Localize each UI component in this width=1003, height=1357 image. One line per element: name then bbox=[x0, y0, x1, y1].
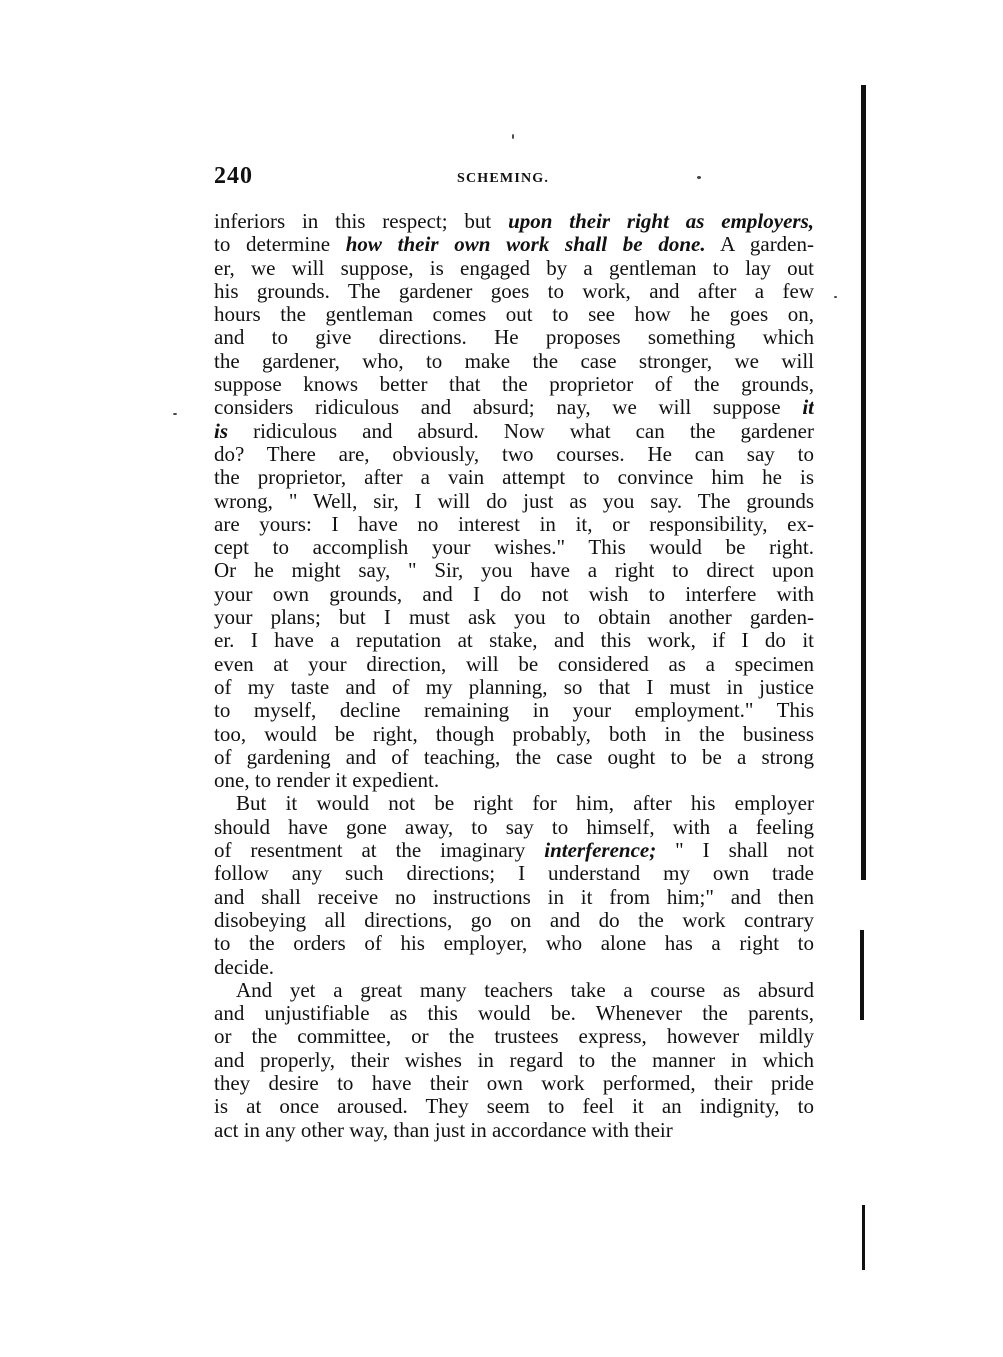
line-text: er, we will suppose, is engaged by a gentleman to lay out bbox=[214, 256, 814, 280]
text-line bbox=[214, 816, 814, 839]
text-line bbox=[214, 746, 814, 769]
line-text: Or he might say, " Sir, you have a right to direct upon bbox=[214, 559, 814, 583]
text-line bbox=[214, 956, 814, 979]
line-text: A garden- bbox=[705, 233, 814, 257]
text-line bbox=[214, 420, 814, 443]
text-line bbox=[214, 559, 814, 582]
line-text: And yet a great many teachers take a course as absurd bbox=[236, 978, 814, 1002]
line-text: decide. bbox=[214, 955, 275, 979]
line-text: and unjustifiable as this would be. Whenever the parents, bbox=[214, 1002, 814, 1026]
scan-speck bbox=[512, 134, 514, 139]
line-text: er. I have a reputation at stake, and this work, if I do it bbox=[214, 629, 814, 653]
scan-speck bbox=[834, 296, 837, 298]
line-text: But it would not be right for him, after his employer bbox=[236, 792, 814, 816]
line-text: to the orders of his employer, who alone has a right to bbox=[214, 932, 814, 956]
line-text: of my taste and of my planning, so that I must in justice bbox=[214, 675, 814, 699]
line-text: and shall receive no instructions in it from him;" and then bbox=[214, 885, 814, 909]
text-line bbox=[214, 699, 814, 722]
line-text: one, to render it expedient. bbox=[214, 769, 440, 793]
body-text bbox=[214, 210, 814, 1142]
scan-speck bbox=[173, 413, 177, 415]
line-text: " I shall not bbox=[656, 839, 814, 863]
line-text: disobeying all directions, go on and do the work contrary bbox=[214, 908, 814, 932]
line-text: your plans; but I must ask you to obtain another garden- bbox=[214, 606, 814, 630]
text-line bbox=[214, 653, 814, 676]
line-text: inferiors in this respect; but bbox=[214, 210, 509, 233]
text-line bbox=[214, 723, 814, 746]
line-text: to myself, decline remaining in your employment." This bbox=[214, 699, 814, 723]
text-line bbox=[214, 303, 814, 326]
line-text: to determine bbox=[214, 233, 346, 257]
text-line bbox=[214, 839, 814, 862]
text-line bbox=[214, 466, 814, 489]
line-text: of gardening and of teaching, the case ought to be a strong bbox=[214, 745, 814, 769]
text-line bbox=[214, 1095, 814, 1118]
text-line bbox=[214, 606, 814, 629]
line-text: the proprietor, after a vain attempt to convince him he is bbox=[214, 466, 814, 490]
text-line bbox=[214, 979, 814, 1002]
text-line bbox=[214, 676, 814, 699]
scan-speck bbox=[697, 176, 701, 179]
line-text: and to give directions. He proposes something which bbox=[214, 326, 814, 350]
line-text: and properly, their wishes in regard to the manner in which bbox=[214, 1048, 814, 1072]
text-line bbox=[214, 1049, 814, 1072]
line-text: the gardener, who, to make the case stronger, we will bbox=[214, 349, 814, 373]
scan-edge-mark-bottom bbox=[862, 1205, 865, 1270]
line-text: of resentment at the imaginary bbox=[214, 839, 545, 863]
text-line bbox=[214, 490, 814, 513]
text-line bbox=[214, 792, 814, 815]
line-text: ridiculous and absurd. Now what can the gardener bbox=[228, 419, 814, 443]
line-text: even at your direction, will be considered as a specimen bbox=[214, 652, 814, 676]
running-title: SCHEMING. bbox=[457, 171, 550, 186]
text-line bbox=[214, 373, 814, 396]
text-line bbox=[214, 233, 814, 256]
line-text: follow any such directions; I understand my own trade bbox=[214, 862, 814, 886]
text-line bbox=[214, 862, 814, 885]
text-line bbox=[214, 536, 814, 559]
text-line bbox=[214, 350, 814, 373]
text-line bbox=[214, 629, 814, 652]
line-text: are yours: I have no interest in it, or responsibility, ex- bbox=[214, 512, 814, 536]
emphasis-text: it bbox=[802, 396, 814, 420]
text-line bbox=[214, 1025, 814, 1048]
line-text: is at once aroused. They seem to feel it an indignity, to bbox=[214, 1095, 814, 1119]
line-text: cept to accomplish your wishes." This would be right. bbox=[214, 536, 814, 560]
text-line bbox=[214, 210, 814, 233]
text-line bbox=[214, 1119, 814, 1142]
text-line bbox=[214, 396, 814, 419]
page-header bbox=[214, 163, 814, 193]
scan-edge-mark-top bbox=[861, 85, 866, 880]
text-line bbox=[214, 326, 814, 349]
text-line bbox=[214, 1072, 814, 1095]
text-line bbox=[214, 280, 814, 303]
text-line bbox=[214, 443, 814, 466]
line-text: his grounds. The gardener goes to work, and after a few bbox=[214, 279, 814, 303]
emphasis-text: interference; bbox=[544, 839, 657, 863]
line-text: act in any other way, than just in accordance with their bbox=[214, 1118, 673, 1142]
text-line bbox=[214, 886, 814, 909]
text-line bbox=[214, 932, 814, 955]
line-text: do? There are, obviously, two courses. He can say to bbox=[214, 442, 814, 466]
line-text: wrong, " Well, sir, I will do just as you say. The grounds bbox=[214, 489, 814, 513]
line-text: they desire to have their own work performed, their pride bbox=[214, 1071, 814, 1095]
text-line bbox=[214, 1002, 814, 1025]
emphasis-text: how their own work shall be done. bbox=[345, 233, 706, 257]
emphasis-text: upon their right as employers, bbox=[508, 210, 814, 233]
scan-edge-mark-middle bbox=[860, 930, 864, 1020]
line-text: considers ridiculous and absurd; nay, we will suppose bbox=[214, 396, 803, 420]
line-text: or the committee, or the trustees express, however mildly bbox=[214, 1025, 814, 1049]
line-text: suppose knows better that the proprietor of the grounds, bbox=[214, 373, 814, 397]
emphasis-text: is bbox=[214, 419, 229, 443]
page-number: 240 bbox=[214, 163, 253, 189]
line-text: should have gone away, to say to himself, with a feeling bbox=[214, 815, 814, 839]
text-line bbox=[214, 513, 814, 536]
line-text: your own grounds, and I do not wish to interfere with bbox=[214, 582, 814, 606]
line-text: too, would be right, though probably, both in the business bbox=[214, 722, 814, 746]
text-line bbox=[214, 769, 814, 792]
text-line bbox=[214, 583, 814, 606]
text-line bbox=[214, 257, 814, 280]
text-line bbox=[214, 909, 814, 932]
line-text: hours the gentleman comes out to see how he goes on, bbox=[214, 303, 814, 327]
